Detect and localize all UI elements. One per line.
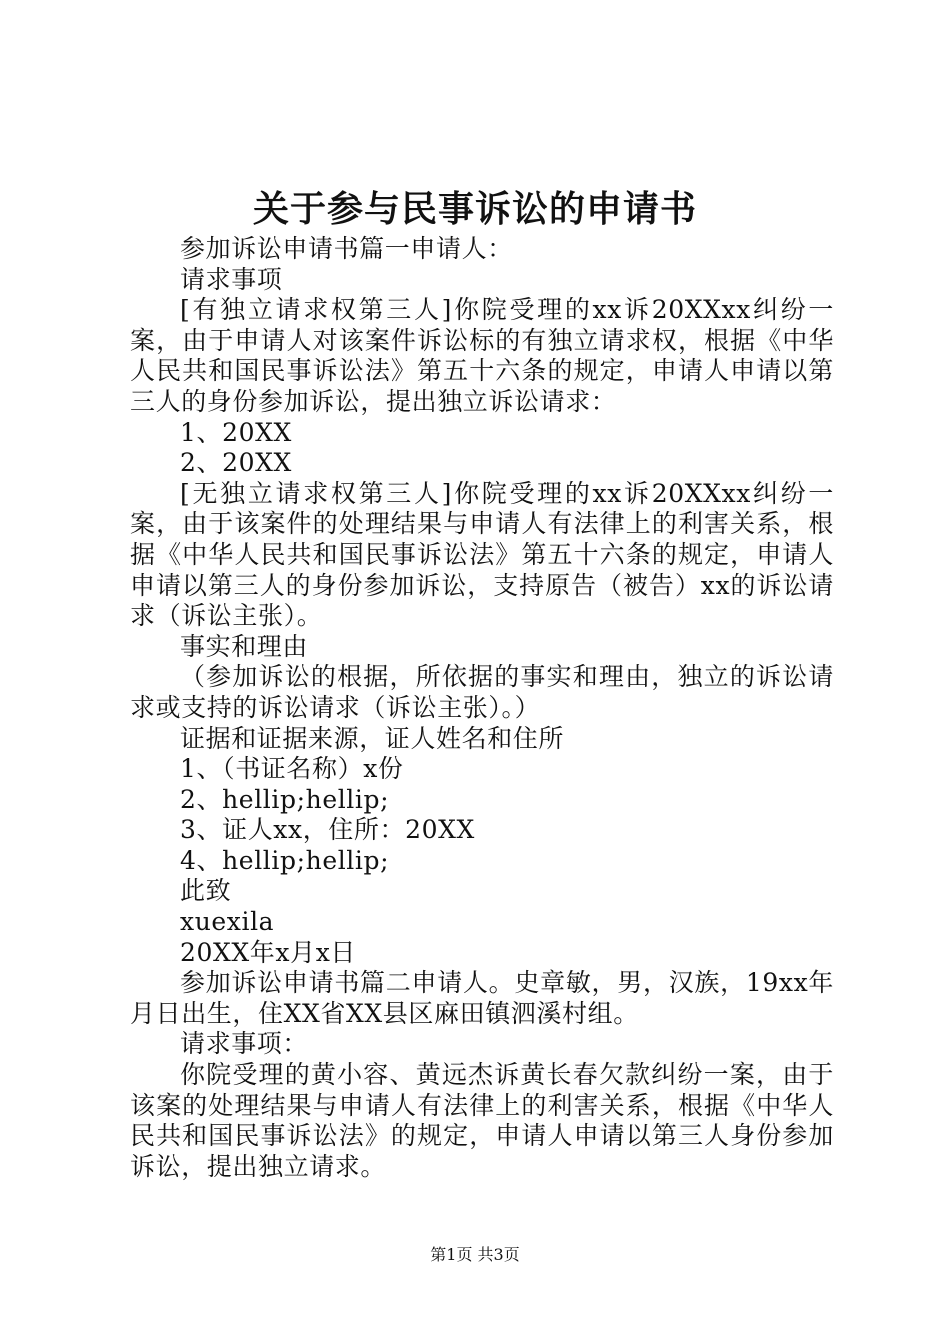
paragraph: 1、20XX (180, 417, 292, 447)
paragraph: [无独立请求权第三人]你院受理的xx诉20XXxx纠纷一案，由于该案件的处理结果与申请人有法律上的利害关系，根据《中华人民共和国民事诉讼法》第五十六条的规定，申请人申请以第三人的身份参加诉讼，支持原告（被告）xx的诉讼请求（诉讼主张）。 (130, 478, 834, 631)
paragraph: 4、hellip;hellip; (180, 845, 390, 875)
paragraph: 参加诉讼申请书篇二申请人。史章敏，男，汉族，19xx年月日出生，住XX省XX县区麻田镇泗溪村组。 (130, 968, 834, 1028)
paragraph: [有独立请求权第三人]你院受理的xx诉20XXxx纠纷一案，由于申请人对该案件诉讼标的有独立请求权，根据《中华人民共和国民事诉讼法》第五十六条的规定，申请人申请以第三人的身份参加诉讼，提出独立诉讼请求： (130, 295, 834, 416)
paragraph: xuexila (180, 907, 275, 937)
document-title: 关于参与民事诉讼的申请书 (252, 188, 697, 230)
paragraph: 1、（书证名称）x份 (180, 754, 404, 784)
paragraph: 此致 (180, 876, 232, 906)
paragraph: 你院受理的黄小容、黄远杰诉黄长春欠款纠纷一案，由于该案的处理结果与申请人有法律上的利害关系，根据《中华人民共和国民事诉讼法》的规定，申请人申请以第三人身份参加诉讼，提出独立请求。 (130, 1060, 834, 1181)
paragraph: 参加诉讼申请书篇一申请人： (180, 234, 513, 263)
paragraph: 2、hellip;hellip; (180, 784, 390, 814)
paragraph: 2、20XX (180, 448, 292, 478)
document-body (130, 234, 834, 1182)
paragraph: （参加诉讼的根据，所依据的事实和理由，独立的诉讼请求或支持的诉讼请求（诉讼主张）。） (130, 662, 834, 722)
paragraph: 请求事项 (180, 264, 283, 294)
paragraph: 20XX年x月x日 (180, 937, 357, 967)
page-footer: 第1页 共3页 (430, 1245, 520, 1264)
paragraph: 证据和证据来源，证人姓名和住所 (180, 723, 565, 753)
paragraph: 3、证人xx，住所：20XX (180, 815, 475, 845)
paragraph: 请求事项： (180, 1029, 309, 1059)
paragraph: 事实和理由 (180, 631, 309, 661)
